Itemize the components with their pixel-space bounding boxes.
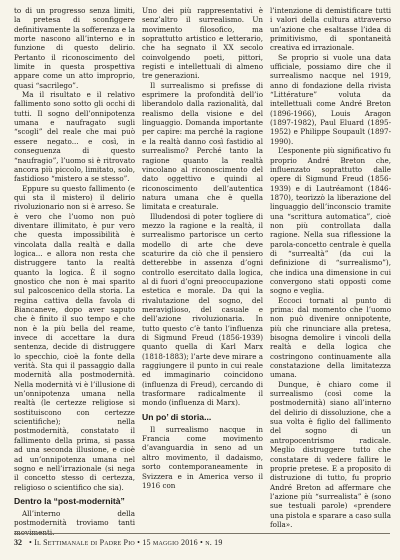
text-column-2 bbox=[142, 6, 263, 524]
paragraph: Ma il risultato e il relativo fallimento sono sotto gli occhi di tutti. Il sogno dell’onnipotenza umana e naufragato sugli “scogli” del reale che mai può essere negato... e così, in conseguenza di questo “naufragio”, l’uomo si è ritrovato ancora più piccolo, limitato, solo, fastidioso “mistero a se stesso”. bbox=[14, 90, 135, 184]
paragraph: Dunque, è chiaro come il surrealismo (così come la postmodernità) siano all’interno del delirio di dissoluzione, che a sua volta è figlio del fallimento del sogno di un antropocentrismo radicale. Meglio distruggere tutto che constatare di vedere fallire le proprie pretese. E a proposito di distruzione di tutto, fu proprio André Breton ad affermare che l’azione più “surrealista” è (sono sue testuali parole) «prendere una pistola e sparare a caso sulla folla». bbox=[270, 379, 391, 529]
paragraph: Illudendosi di poter togliere di mezzo la ragione e la realtà, il surrealismo partorisce un certo modello di arte che deve scaturire da ciò che il pensiero detterebbe in assenza d’ogni controllo esercitato dalla logica, al di fuori d’ogni preoccupazione estetica e morale. Da qui la rivalutazione del sogno, del meraviglioso, del casuale e dell’azione rivoluzionaria. In tutto questo c’è tanto l’influenza di Sigmund Freud (1856-1939) quanto quella di Karl Marx (1818-1883); l’arte deve mirare a raggiungere il punto in cui reale ed immaginario coincidono (influenza di Freud), cercando di trasformare radicalmente il mondo (influenza di Marx). bbox=[142, 211, 263, 408]
page-footer bbox=[0, 533, 400, 553]
paragraph: Se proprio si vuole una data ufficiale, possiamo dire che il surrealismo nacque nel 1919, anno di fondazione della rivista “Littérature” voluta da intellettuali come André Breton (1896-1966), Louis Aragon (1897-1982), Paul Eluard (1895-1952) e Philippe Soupault (1897-1990). bbox=[270, 52, 391, 146]
footer-line bbox=[14, 538, 223, 547]
paragraph: Uno dei più rappresentativi è senz’altro il surrealismo. Un movimento filosofico, ma soprattutto artistico e letterario, che ha segnato il XX secolo coinvolgendo poeti, pittori, registi e intellettuali di almeno tre generazioni. bbox=[142, 6, 263, 81]
publication-info: • Il Settimanale di Padre Pio • 15 maggio 2016 • n. 19 bbox=[29, 538, 223, 547]
paragraph: L’esponente più significativo fu proprio André Breton che, influenzato soprattutto dalle opere di Sigmund Freud (1856-1939) e di Lautréamont (1846-1870), teorizzò la liberazione del linguaggio dell’inconscio tramite una “scrittura automatica”, cioè non più controllata dalla ragione. Nella sua riflessione la parola-concetto centrale è quella di “surrealtà” (da cui la definizione di “surrealismo”), che indica una dimensione in cui convergono stati opposti come sogno e veglia. bbox=[270, 146, 391, 296]
paragraph: Eppure su questo fallimento (e qui sta il mistero) il delirio rivoluzionario non si è arreso. Se è vero che l’uomo non può diventare illimitato, è pur vero che questa impossibilità è vincolata dalla realtà e dalla logica... e allora non resta che distruggere tanto la realtà quanto la logica. È il sogno gnostico che non è mai sparito sul palcoscenico della storia. La regina cattiva della favola di Biancaneve, dopo aver saputo che è finito il suo tempo e che non è la più bella del reame, invece di accettare la dura sentenza, decide di distruggere lo specchio, cioè la fonte della verità. Sta qui il passaggio dalla modernità alla postmodernità. Nella modernità vi è l’illusione di un’onnipotenza umana nella realtà (le certezze religiose si sostituiscono con certezze scientifiche); nella postmodernità, constatato il fallimento della prima, si passa ad una seconda illusione, e cioè ad un’onnipotenza umana nel sogno e nell’irrazionale (si nega il concetto stesso di certezza, religioso o scientifico che sia). bbox=[14, 183, 135, 492]
paragraph: Il surrealismo si prefisse di esprimere la profondità dell’io liberandolo dalla razionalità, dal realismo della visione e del linguaggio. Domanda importante per capire: ma perché la ragione e la realtà danno così fastidio al surrealismo? Perché tanto la ragione quanto la realtà vincolano al riconoscimento del dato oggettivo e quindi al riconoscimento dell’autentica natura umana che è quella limitata e creaturale. bbox=[142, 80, 263, 212]
section-heading: Un po’ di storia... bbox=[142, 411, 212, 422]
page-number: 32 bbox=[14, 538, 22, 547]
article-body bbox=[14, 6, 391, 529]
paragraph: Il surrealismo nacque in Francia come movimento d’avanguardia in seno ad un altro movimento, il dadaismo, sorto contemporaneamente in Svizzera e in America verso il 1916 con bbox=[142, 424, 263, 490]
paragraph: Eccoci tornati al punto di prima: dal momento che l’uomo non può divenire onnipotente, più che rinunciare alla pretesa, bisogna demolire i vincoli della realtà e della logica che costringono continuamente alla constatazione della limitatezza umana. bbox=[270, 295, 391, 380]
footer-divider bbox=[14, 533, 390, 534]
paragraph: l’intenzione di demistificare tutti i valori della cultura attraverso un’azione che esaltasse l’idea di primitivismo, di spontaneità creativa ed irrazionale. bbox=[270, 6, 391, 53]
text-column-3 bbox=[270, 6, 391, 529]
paragraph: All’interno della postmodernità troviamo tanti bbox=[14, 508, 135, 528]
section-heading: Dentro la “post-modernità” bbox=[14, 495, 125, 506]
paragraph: to di un progresso senza limiti, la pretesa di sconfiggere definitivamente la sofferenza e la morte nascono all’interno e in funzione di questo delirio. Pertanto il riconoscimento del limite in questa prospettiva appare come un atto improprio, quasi “sacrilego”. bbox=[14, 6, 135, 90]
text-column-1 bbox=[14, 6, 135, 528]
